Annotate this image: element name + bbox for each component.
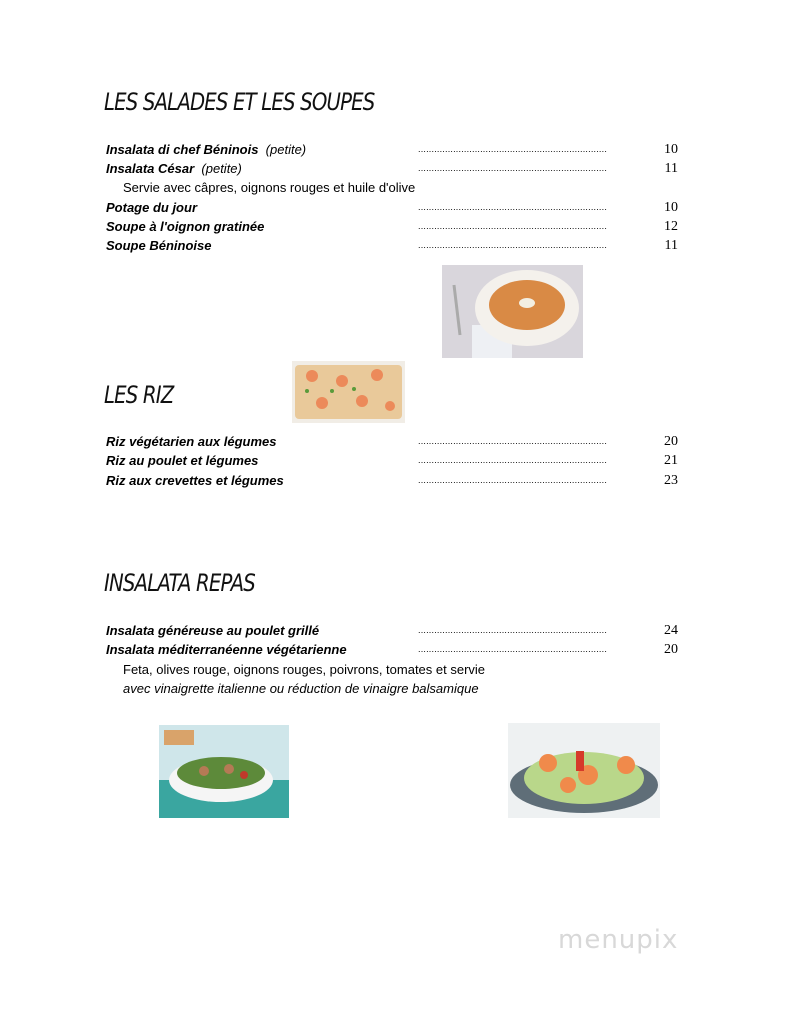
item-name: Insalata généreuse au poulet grillé <box>106 623 320 638</box>
dot-leader: ...................................................................... <box>418 202 608 212</box>
menu-item <box>106 159 678 178</box>
dot-leader: ...................................................................... <box>418 144 608 154</box>
chicken-salad-photo <box>159 725 289 818</box>
item-description: Feta, olives rouge, oignons rouges, poivrons, tomates et servie <box>123 662 486 677</box>
item-price: 11 <box>664 161 678 176</box>
item-description: avec vinaigrette italienne ou réduction de vinaigre balsamique <box>123 681 479 696</box>
dot-leader: ...................................................................... <box>418 644 608 654</box>
item-price: 23 <box>664 473 678 488</box>
menu-item <box>106 217 678 236</box>
menu-item <box>106 236 678 255</box>
item-name: Insalata César <box>106 161 195 176</box>
item-name: Insalata méditerranéenne végétarienne <box>106 642 347 657</box>
menu-item <box>106 198 678 217</box>
item-name: Soupe Béninoise <box>106 238 212 253</box>
item-note: (petite) <box>201 161 242 176</box>
watermark: menupix <box>558 925 679 955</box>
item-price: 12 <box>664 219 678 234</box>
dot-leader: ...................................................................... <box>418 455 608 465</box>
item-name: Soupe à l'oignon gratinée <box>106 219 265 234</box>
dot-leader: ...................................................................... <box>418 240 608 250</box>
item-name: Insalata di chef Béninois <box>106 142 259 157</box>
item-price: 10 <box>664 142 678 157</box>
section-title-insalata-repas: INSALATA REPAS <box>104 569 255 597</box>
shrimp-rice-photo <box>292 361 405 423</box>
menu-item <box>106 621 678 640</box>
item-price: 24 <box>664 623 678 638</box>
section-title-salades-soupes: LES SALADES ET LES SOUPES <box>104 88 375 116</box>
dot-leader: ...................................................................... <box>418 163 608 173</box>
dot-leader: ...................................................................... <box>418 436 608 446</box>
shrimp-salad-photo <box>508 723 660 818</box>
item-price: 10 <box>664 200 678 215</box>
section-title-riz: LES RIZ <box>104 381 174 409</box>
dot-leader: ...................................................................... <box>418 475 608 485</box>
item-name: Riz au poulet et légumes <box>106 453 259 468</box>
item-name: Riz aux crevettes et légumes <box>106 473 284 488</box>
menu-item <box>106 471 678 490</box>
item-note: (petite) <box>265 142 307 157</box>
dot-leader: ...................................................................... <box>418 221 608 231</box>
item-price: 20 <box>664 434 678 449</box>
dot-leader: ...................................................................... <box>418 625 608 635</box>
item-price: 11 <box>664 238 678 253</box>
menu-item <box>106 451 678 470</box>
item-price: 21 <box>664 453 678 468</box>
menu-item <box>106 432 678 451</box>
menu-item <box>106 640 678 659</box>
item-name: Potage du jour <box>106 200 197 215</box>
item-name: Riz végétarien aux légumes <box>106 434 277 449</box>
item-price: 20 <box>664 642 678 657</box>
menu-item <box>106 140 678 159</box>
soup-photo <box>442 265 583 358</box>
item-description: Servie avec câpres, oignons rouges et huile d'olive <box>123 180 416 195</box>
